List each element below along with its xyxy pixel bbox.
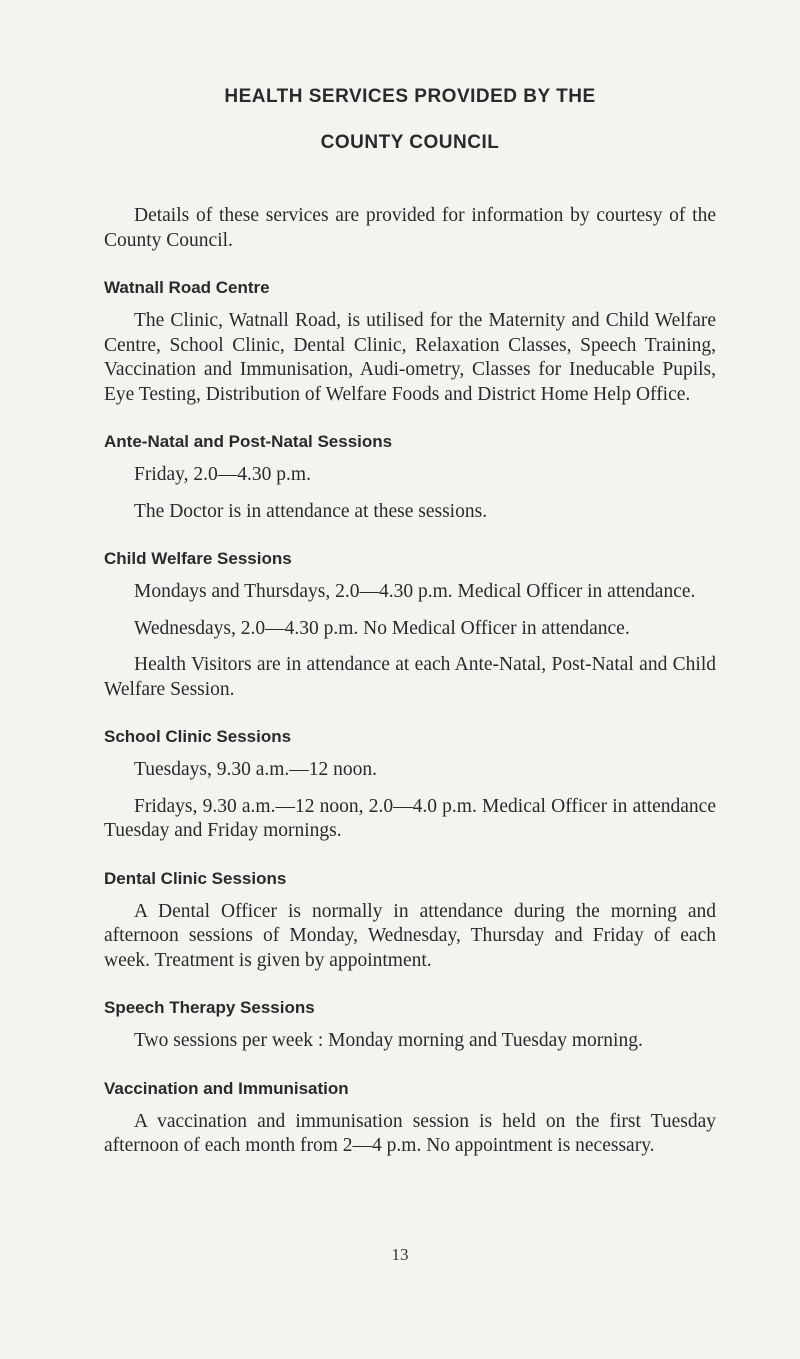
section-heading: Child Welfare Sessions bbox=[104, 549, 292, 568]
section-ante-natal-sessions bbox=[104, 431, 716, 524]
section-heading: Dental Clinic Sessions bbox=[104, 868, 287, 888]
section-heading: Speech Therapy Sessions bbox=[104, 998, 315, 1017]
section-paragraph: Two sessions per week : Monday morning and Tuesday morning. bbox=[134, 1030, 643, 1051]
section-paragraph: Wednesdays, 2.0—4.30 p.m. No Medical Officer in attendance. bbox=[134, 617, 630, 639]
section-paragraph: Friday, 2.0—4.30 p.m. bbox=[134, 464, 311, 485]
section-paragraph: Health Visitors are in attendance at each Ante-Natal, Post-Natal and Child Welfare Session. bbox=[104, 654, 716, 700]
section-paragraph: A vaccination and immunisation session is held on the first Tuesday afternoon of each month from 2—4 p.m. No appointment is necessary. bbox=[104, 1110, 716, 1156]
section-paragraph: Tuesdays, 9.30 a.m.—12 noon. bbox=[134, 759, 378, 780]
section-speech-therapy-sessions bbox=[104, 997, 716, 1054]
section-paragraph: A Dental Officer is normally in attendance during the morning and afternoon sessions of Monday, Wednesday, Thursday and Friday of each week. Treatment is given by appointment. bbox=[104, 900, 716, 971]
section-vaccination-immunisation bbox=[104, 1078, 716, 1159]
section-heading: School Clinic Sessions bbox=[104, 727, 292, 746]
section-paragraph: The Clinic, Watnall Road, is utilised for the Maternity and Child Welfare Centre, School Clinic, Dental Clinic, Relaxation Classes, Speech Training, Vaccination and Immunisation, Audi-ometry, Classes for Ineducable Pupils, Eye Testing, Distribution of Welfare Foods and District Home Help Office. bbox=[104, 310, 716, 405]
section-dental-clinic-sessions bbox=[104, 868, 716, 974]
section-watnall-road-centre bbox=[104, 277, 716, 407]
section-heading: Vaccination and Immunisation bbox=[104, 1078, 349, 1098]
page-number: 13 bbox=[391, 1245, 409, 1264]
intro-paragraph: Details of these services are provided for information by courtesy of the County Council. bbox=[104, 205, 716, 251]
section-child-welfare-sessions bbox=[104, 548, 716, 702]
section-paragraph: Fridays, 9.30 a.m.—12 noon, 2.0—4.0 p.m. Medical Officer in attendance Tuesday and Friday mornings. bbox=[104, 795, 716, 841]
document-page bbox=[104, 84, 716, 1171]
section-paragraph: The Doctor is in attendance at these sessions. bbox=[134, 500, 488, 522]
section-heading: Watnall Road Centre bbox=[104, 278, 270, 297]
section-heading: Ante-Natal and Post-Natal Sessions bbox=[104, 432, 393, 451]
page-title-line-2: COUNTY COUNCIL bbox=[320, 132, 500, 153]
page-title-line-1: HEALTH SERVICES PROVIDED BY THE bbox=[224, 86, 596, 107]
section-school-clinic-sessions bbox=[104, 726, 716, 844]
section-paragraph: Mondays and Thursdays, 2.0—4.30 p.m. Medical Officer in attendance. bbox=[134, 581, 696, 602]
